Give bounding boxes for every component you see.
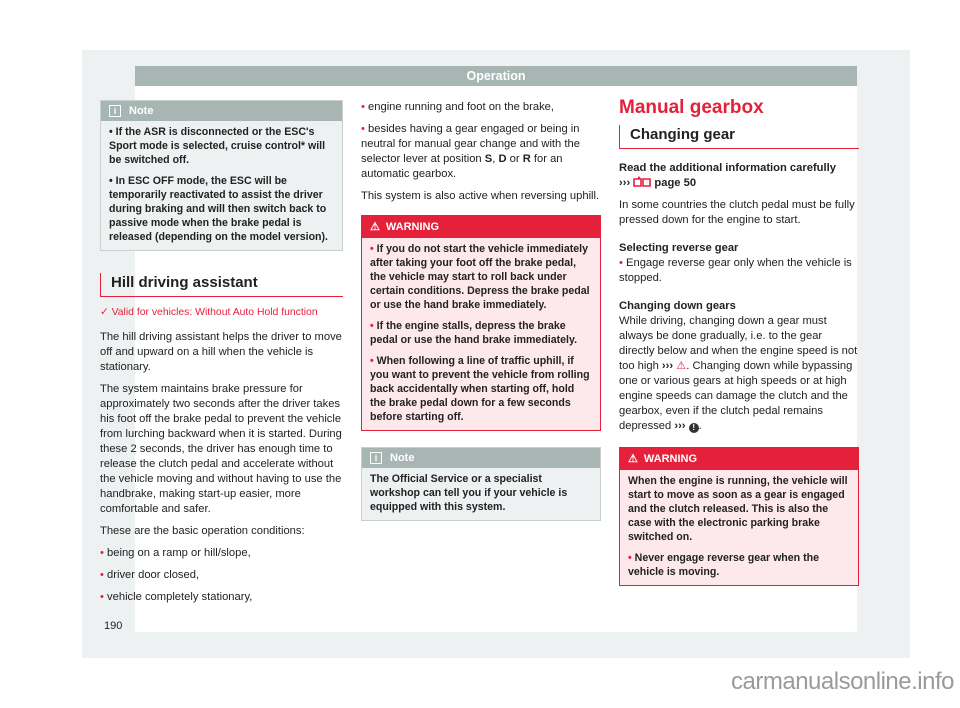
paragraph: The system maintains brake pressure for approximately two seconds after the driver takes his foot off the brake pedal to prevent the vehicle from lurching backward when it is started. During these 2 seconds, the driver has enough time to release the clutch pedal and accelerate without the vehicle moving and without having to use the handbrake, making start-up easier, more comfortable and safer. bbox=[100, 383, 342, 515]
warning-icon: ⚠ bbox=[628, 453, 638, 465]
page-number: 190 bbox=[104, 620, 123, 632]
list-item: • besides having a gear engaged or being in neutral for manual gear change and with the selector lever at position S, D or R for an automatic gearbox. bbox=[361, 123, 580, 180]
subheading: Selecting reverse gear bbox=[619, 242, 739, 254]
warning-triangle-icon: ⚠ bbox=[676, 360, 687, 372]
caution-icon: ! bbox=[689, 423, 699, 433]
note-label: Note bbox=[129, 105, 154, 117]
note-text: The Official Service or a specialist workshop can tell you if your vehicle is equipped with this system. bbox=[370, 473, 568, 513]
chapter-title: Manual gearbox bbox=[619, 97, 764, 118]
paragraph: This system is also active when reversing uphill. bbox=[361, 190, 600, 202]
book-icon bbox=[633, 176, 651, 187]
column-3 bbox=[619, 97, 859, 586]
paragraph: These are the basic operation conditions: bbox=[100, 525, 305, 537]
note-item: • If the ASR is disconnected or the ESC's Sport mode is selected, cruise control* will be switched off. bbox=[109, 126, 326, 166]
warning-item: • If the engine stalls, depress the brake pedal or use the hand brake immediately. bbox=[370, 320, 578, 346]
section-heading: Hill driving assistant bbox=[100, 273, 343, 297]
info-icon: i bbox=[109, 105, 121, 117]
page-reference-link[interactable]: ››› page 50 bbox=[619, 177, 697, 189]
paragraph: While driving, changing down a gear must always be done gradually, i.e. to the gear directly below and when the engine speed is not too high ››› ⚠. Changing down while bypassing one or various gears at high speeds or at high engine speeds can damage the clutch and the gearbox, even if the clutch pedal remains depressed ››› ! . bbox=[619, 315, 858, 432]
column-1 bbox=[100, 100, 343, 612]
column-2 bbox=[361, 100, 601, 521]
warning-item: • Never engage reverse gear when the vehicle is moving. bbox=[628, 552, 819, 578]
section-heading: Changing gear bbox=[619, 125, 859, 149]
warning-text: When the engine is running, the vehicle will start to move as soon as a gear is engaged and the clutch released. This is also the case with the electronic parking brake switched on. bbox=[628, 475, 848, 543]
paragraph: In some countries the clutch pedal must be fully pressed down for the engine to start. bbox=[619, 199, 855, 226]
check-icon: ✓ bbox=[100, 307, 109, 318]
warning-box: ⚠ WARNING • If you do not start the vehicle immediately after taking your foot off the brake pedal, the vehicle may start to roll back under certain conditions. Depress the brake pedal or use the hand brake immediately. • If the engine stalls, depress the brake pedal or use the hand brake immediately. • When following a line of traffic uphill, if you want to prevent the vehicle from rolling back accidentally when starting off, hold the brake pedal down for a few seconds before starting off. bbox=[361, 215, 601, 431]
warning-icon: ⚠ bbox=[370, 221, 380, 233]
section-header: Operation bbox=[135, 66, 857, 86]
info-icon: i bbox=[370, 452, 382, 464]
list-item: • driver door closed, bbox=[100, 569, 200, 581]
subheading: Changing down gears bbox=[619, 300, 736, 312]
note-item: • In ESC OFF mode, the ESC will be temporarily reactivated to assist the driver during braking and will then switch back to passive mode when the brake pedal is released (depending on the model version). bbox=[109, 175, 328, 243]
warning-item: • When following a line of traffic uphill, if you want to prevent the vehicle from rolling back accidentally when starting off, hold the brake pedal down for a few seconds before starting off. bbox=[370, 355, 590, 423]
warning-box: ⚠ WARNING When the engine is running, the vehicle will start to move as soon as a gear is engaged and the clutch released. This is also the case with the electronic parking brake switched on. • Never engage reverse gear when the vehicle is moving. bbox=[619, 447, 859, 586]
list-item: • vehicle completely stationary, bbox=[100, 591, 253, 603]
warning-item: • If you do not start the vehicle immediately after taking your foot off the brake pedal, the vehicle may start to roll back under certain conditions. Depress the brake pedal or use the hand brake immediately. bbox=[370, 243, 590, 311]
note-box bbox=[100, 100, 343, 251]
list-item: • engine running and foot on the brake, bbox=[361, 101, 555, 113]
list-item: • Engage reverse gear only when the vehicle is stopped. bbox=[619, 257, 852, 284]
read-more: Read the additional information carefully bbox=[619, 162, 836, 174]
note-box: i Note The Official Service or a specialist workshop can tell you if your vehicle is equipped with this system. bbox=[361, 447, 601, 521]
validity-note: ✓ Valid for vehicles: Without Auto Hold function bbox=[100, 307, 318, 318]
paragraph: The hill driving assistant helps the driver to move off and upward on a hill when the vehicle is stationary. bbox=[100, 331, 342, 373]
watermark: carmanualsonline.info bbox=[731, 668, 954, 695]
list-item: • being on a ramp or hill/slope, bbox=[100, 547, 251, 559]
